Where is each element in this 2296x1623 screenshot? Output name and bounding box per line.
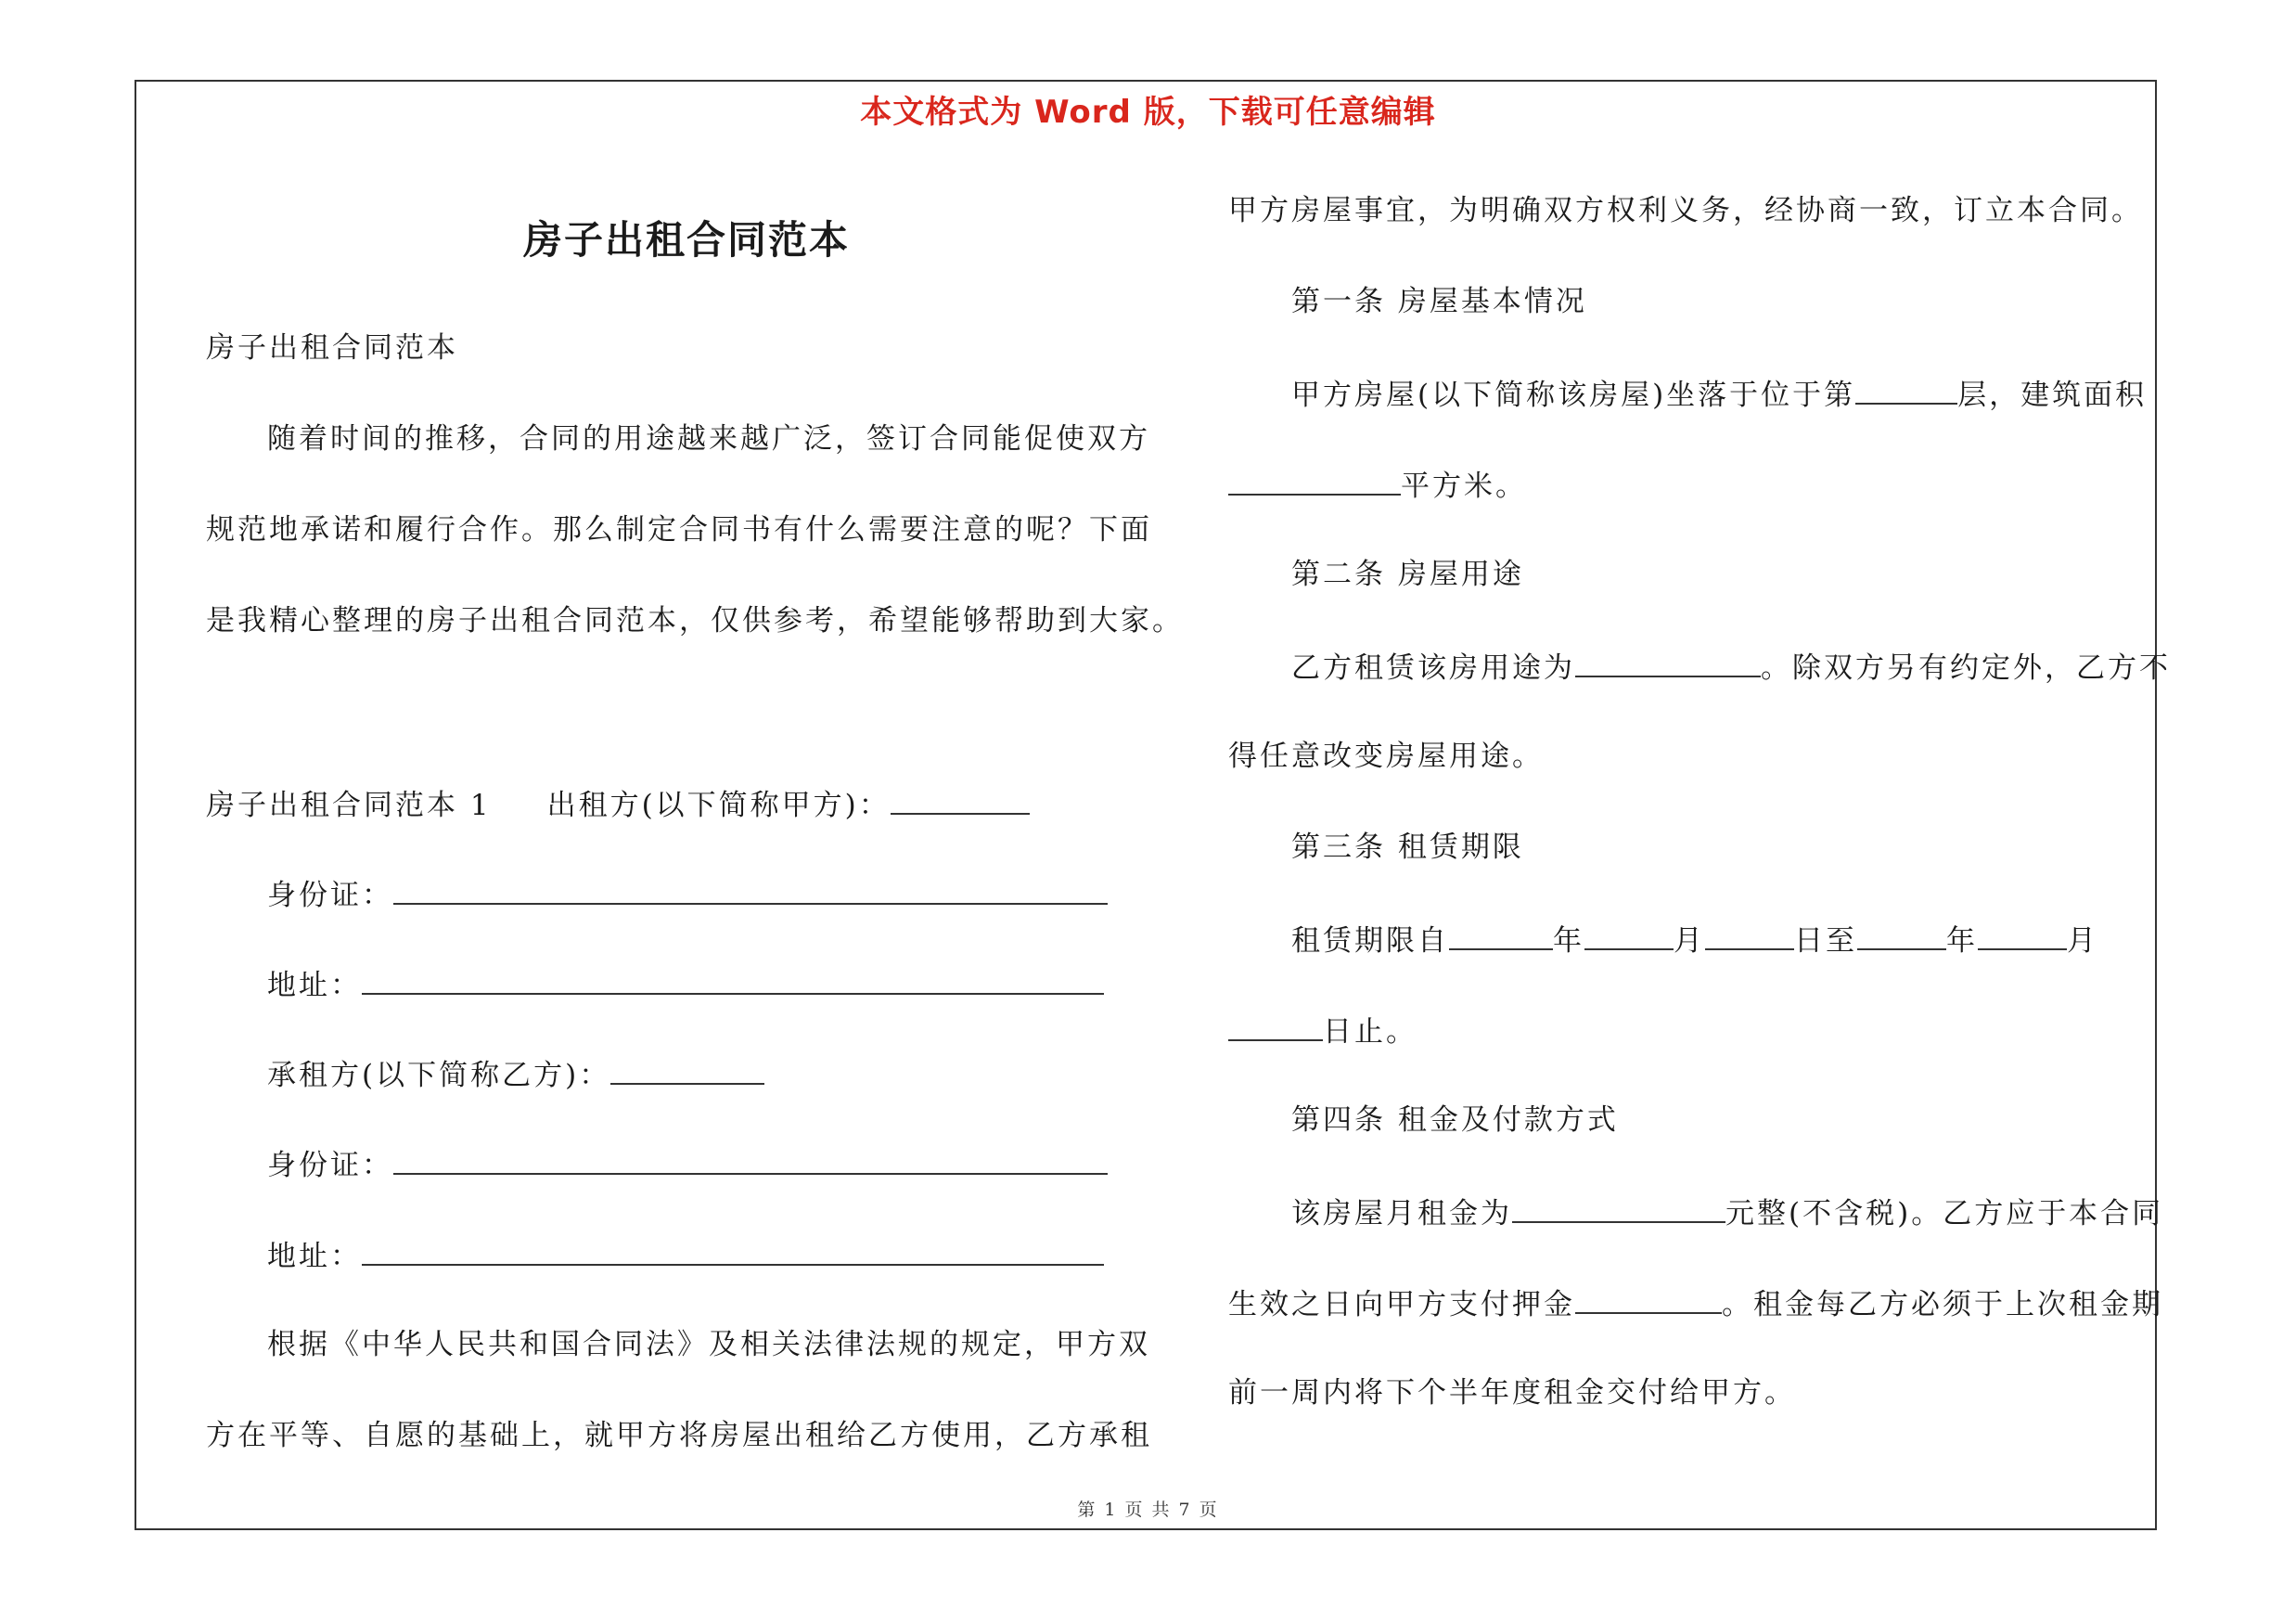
law-line-1: 根据《中华人民共和国合同法》及相关法律法规的规定，甲方双 [267, 1328, 1150, 1361]
article-2-title: 第二条 房屋用途 [1291, 558, 1524, 591]
usage-blank[interactable] [1575, 651, 1761, 677]
page-number: 第 1 页 共 7 页 [1077, 1500, 1219, 1520]
lessor-id-line [267, 879, 1108, 910]
lessor-id-blank[interactable] [393, 879, 1108, 905]
lessee-name-blank[interactable] [610, 1059, 764, 1085]
article-1-text-c: 平方米。 [1401, 470, 1527, 503]
lessor-name-blank[interactable] [891, 789, 1030, 815]
page-title: 房子出租合同范本 [522, 217, 850, 263]
article-2-text-b: 。除双方另有约定外，乙方不 [1761, 651, 2171, 685]
unit-day-to: 日至 [1794, 924, 1857, 958]
article-1-line-2 [1228, 470, 1527, 501]
article-4-text-d: 。租金每乙方必须于上次租金期 [1722, 1288, 2163, 1321]
format-banner: 本文格式为 Word 版，下载可任意编辑 [860, 94, 1436, 131]
unit-year-2: 年 [1946, 924, 1978, 958]
article-1-title: 第一条 房屋基本情况 [1291, 285, 1587, 318]
unit-year: 年 [1553, 924, 1584, 958]
article-2-line-2: 得任意改变房屋用途。 [1228, 740, 1544, 773]
lessee-line [267, 1059, 764, 1090]
continued-line: 甲方房屋事宜，为明确双方权利义务，经协商一致，订立本合同。 [1228, 194, 2143, 227]
end-year-blank[interactable] [1857, 924, 1946, 950]
lessee-id-label: 身份证： [267, 1149, 393, 1182]
article-4-text-b: 元整(不含税)。乙方应于本合同 [1725, 1197, 2164, 1230]
deposit-blank[interactable] [1575, 1288, 1722, 1314]
article-4-title: 第四条 租金及付款方式 [1291, 1103, 1619, 1137]
lessee-id-blank[interactable] [393, 1149, 1108, 1175]
article-2-line-1 [1291, 651, 2171, 683]
intro-line-3: 是我精心整理的房子出租合同范本，仅供参考，希望能够帮助到大家。 [206, 604, 1184, 638]
unit-month-2: 月 [2067, 924, 2098, 958]
article-3-line-2 [1228, 1015, 1417, 1047]
intro-line-1: 随着时间的推移，合同的用途越来越广泛，签订合同能促使双方 [267, 422, 1150, 456]
floor-blank[interactable] [1855, 379, 1957, 405]
intro-line-2: 规范地承诺和履行合作。那么制定合同书有什么需要注意的呢？下面 [206, 513, 1152, 547]
article-4-line-3: 前一周内将下个半年度租金交付给甲方。 [1228, 1376, 1796, 1410]
rent-amount-blank[interactable] [1512, 1197, 1725, 1223]
article-4-text-a: 该房屋月租金为 [1291, 1197, 1512, 1230]
start-month-blank[interactable] [1584, 924, 1674, 950]
lessee-address-label: 地址： [267, 1240, 362, 1273]
article-4-line-2 [1228, 1288, 2163, 1320]
term-end-label: 日止。 [1323, 1015, 1417, 1049]
lessor-line [206, 789, 1030, 820]
start-day-blank[interactable] [1705, 924, 1794, 950]
lessee-id-line [267, 1149, 1108, 1180]
end-month-blank[interactable] [1978, 924, 2067, 950]
law-line-2: 方在平等、自愿的基础上，就甲方将房屋出租给乙方使用，乙方承租 [206, 1419, 1152, 1452]
lessee-label: 承租方(以下简称乙方)： [267, 1059, 611, 1092]
article-1-text-b: 层，建筑面积 [1957, 379, 2148, 412]
article-4-line-1 [1291, 1197, 2163, 1229]
article-3-line-1 [1291, 924, 2098, 956]
article-1-line-1 [1291, 379, 2147, 410]
lessee-address-line [267, 1240, 1104, 1271]
term-from-label: 租赁期限自 [1291, 924, 1449, 958]
article-4-text-c: 生效之日向甲方支付押金 [1228, 1288, 1575, 1321]
lessor-address-blank[interactable] [362, 969, 1104, 995]
lessor-address-label: 地址： [267, 969, 362, 1002]
article-1-text-a: 甲方房屋(以下简称该房屋)坐落于位于第 [1291, 379, 1856, 412]
lessor-id-label: 身份证： [267, 879, 393, 912]
area-blank[interactable] [1228, 470, 1401, 496]
unit-month: 月 [1674, 924, 1705, 958]
start-year-blank[interactable] [1449, 924, 1553, 950]
article-3-title: 第三条 租赁期限 [1291, 831, 1524, 864]
lessee-address-blank[interactable] [362, 1240, 1104, 1266]
article-2-text-a: 乙方租赁该房用途为 [1291, 651, 1575, 685]
section-label: 房子出租合同范本 1 [206, 789, 492, 822]
lessor-label: 出租方(以下简称甲方)： [546, 789, 891, 822]
end-day-blank[interactable] [1228, 1015, 1323, 1041]
subtitle: 房子出租合同范本 [206, 331, 458, 365]
lessor-address-line [267, 969, 1104, 1000]
